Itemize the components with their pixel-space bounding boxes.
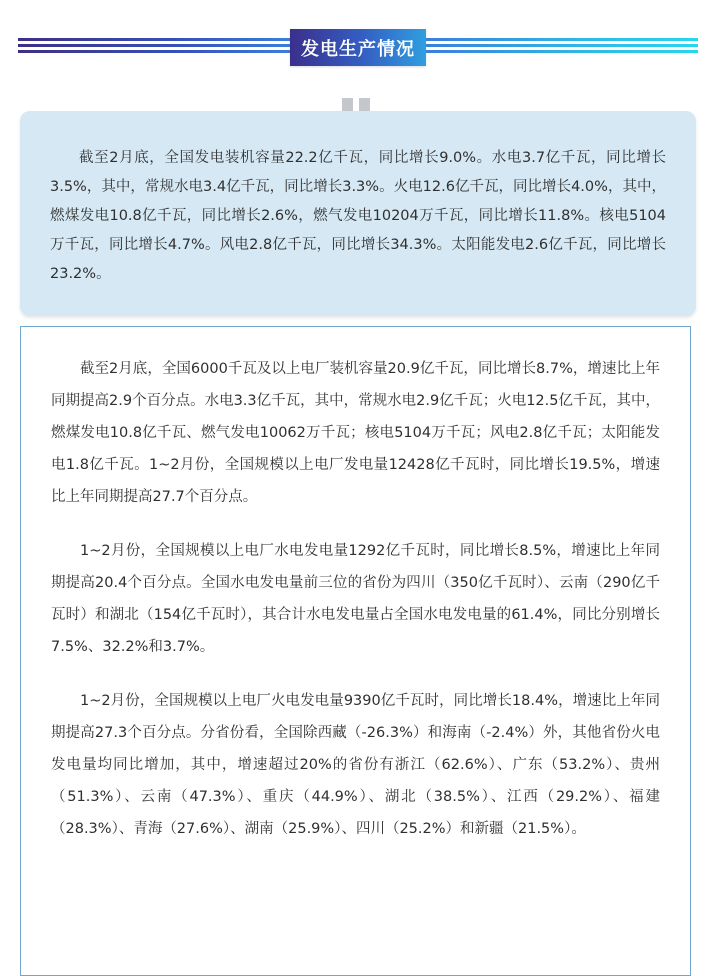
- header-stripe: [426, 50, 698, 53]
- header-stripe: [426, 44, 698, 47]
- header-stripes-left: [18, 38, 290, 58]
- header-stripes-right: [426, 38, 698, 58]
- header-stripe: [426, 38, 698, 41]
- summary-text: 截至2月底，全国发电装机容量22.2亿千瓦，同比增长9.0%。水电3.7亿千瓦，同比增长3.5%，其中，常规水电3.4亿千瓦，同比增长3.3%。火电12.6亿千瓦，同比增长4.0%，其中，燃煤发电10.8亿千瓦，同比增长2.6%，燃气发电10204万千瓦，同比增长11.8%。核电5104万千瓦，同比增长4.7%。风电2.8亿千瓦，同比增长34.3%。太阳能发电2.6亿千瓦，同比增长23.2%。: [50, 150, 666, 282]
- header-stripe: [18, 50, 290, 53]
- header-stripe: [18, 44, 290, 47]
- section-title: 发电生产情况: [301, 38, 415, 60]
- paragraph-hydropower: 1~2月份，全国规模以上电厂水电发电量1292亿千瓦时，同比增长8.5%，增速比上年同期提高20.4个百分点。全国水电发电量前三位的省份为四川（350亿千瓦时）、云南（290亿千瓦时）和湖北（154亿千瓦时），其合计水电发电量占全国水电发电量的61.4%，同比分别增长7.5%、32.2%和3.7%。: [51, 543, 660, 655]
- content-frame: [20, 326, 691, 976]
- header-stripe: [18, 38, 290, 41]
- section-title-box: [290, 29, 426, 66]
- section-header: [0, 0, 711, 80]
- paragraph-thermal-power: 1~2月份，全国规模以上电厂火电发电量9390亿千瓦时，同比增长18.4%，增速比上年同期提高27.3个百分点。分省份看，全国除西藏（-26.3%）和海南（-2.4%）外，其他省份火电发电量均同比增加，其中，增速超过20%的省份有浙江（62.6%）、广东（53.2%）、贵州（51.3%）、云南（47.3%）、重庆（44.9%）、湖北（38.5%）、江西（29.2%）、福建（28.3%）、青海（27.6%）、湖南（25.9%）、四川（25.2%）和新疆（21.5%）。: [51, 693, 660, 837]
- summary-box: [20, 111, 696, 316]
- paragraph-capacity: 截至2月底，全国6000千瓦及以上电厂装机容量20.9亿千瓦，同比增长8.7%，增速比上年同期提高2.9个百分点。水电3.3亿千瓦，其中，常规水电2.9亿千瓦；火电12.5亿千瓦，其中，燃煤发电10.8亿千瓦、燃气发电10062万千瓦；核电5104万千瓦；风电2.8亿千瓦；太阳能发电1.8亿千瓦。1~2月份，全国规模以上电厂发电量12428亿千瓦时，同比增长19.5%，增速比上年同期提高27.7个百分点。: [51, 361, 660, 505]
